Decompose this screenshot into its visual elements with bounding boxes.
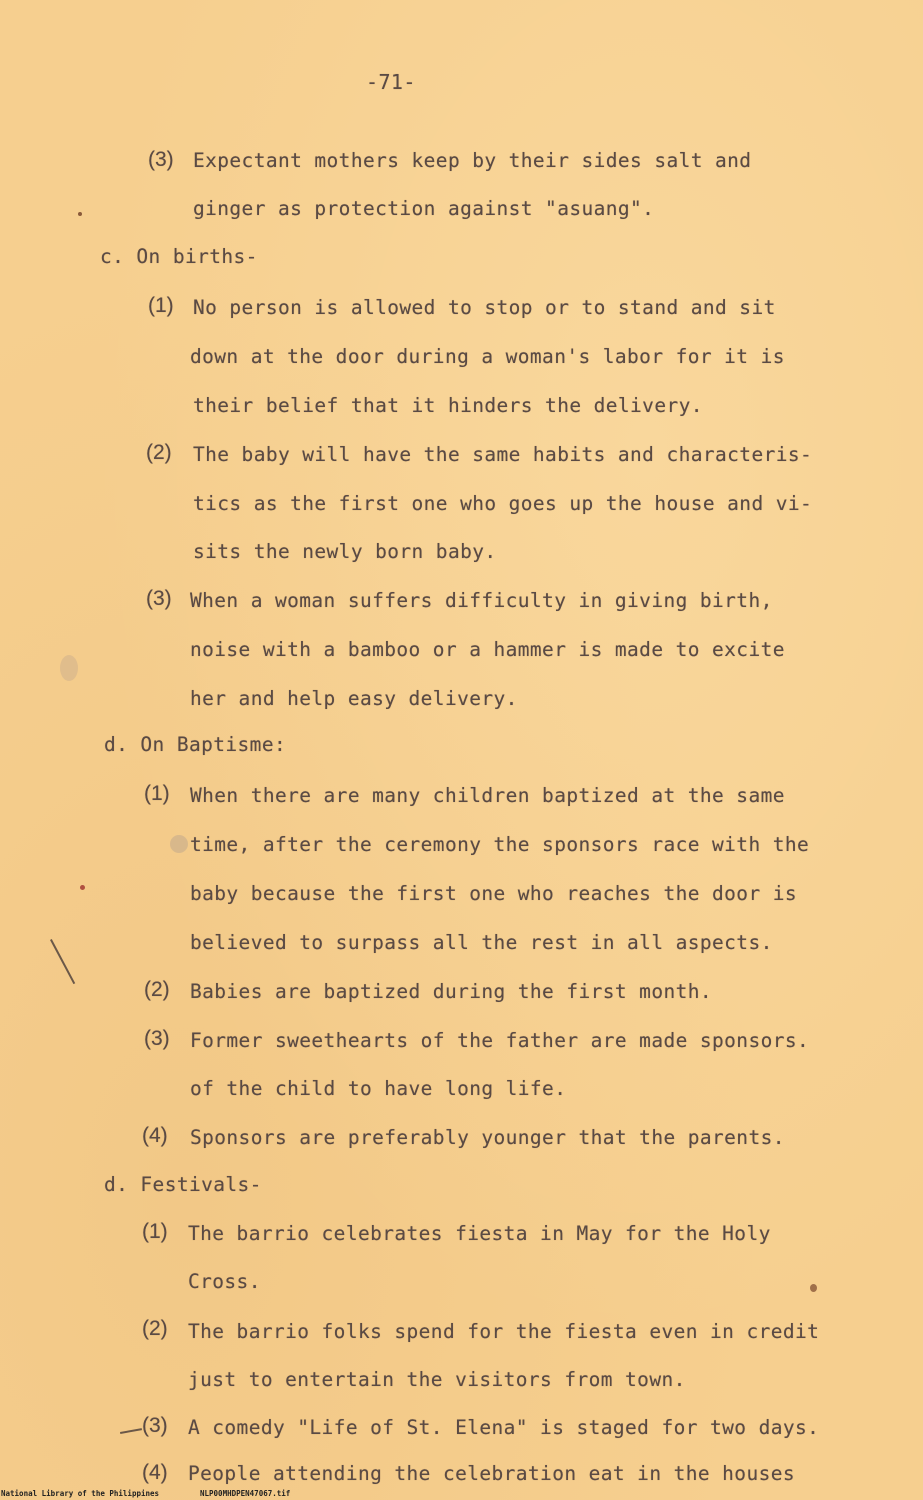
scan-footer <box>0 1488 923 1500</box>
text-line: down at the door during a woman's labor for it is <box>190 345 785 368</box>
text-line: her and help easy delivery. <box>190 687 518 710</box>
text-line: When there are many children baptized at the same <box>190 784 785 807</box>
item-number: (3) <box>146 587 172 610</box>
page-number: -71- <box>366 70 416 94</box>
item-number: (3) <box>148 148 174 171</box>
pencil-stroke <box>50 939 75 984</box>
text-line: Former sweethearts of the father are made sponsors. <box>190 1029 810 1052</box>
text-line: of the child to have long life. <box>190 1077 567 1100</box>
item-number: (2) <box>144 978 170 1001</box>
text-line: Sponsors are preferably younger that the parents. <box>190 1126 785 1149</box>
text-line: No person is allowed to stop or to stand and sit <box>193 296 776 319</box>
text-line: tics as the first one who goes up the house and vi- <box>193 492 813 515</box>
section-heading: d. On Baptisme: <box>104 733 287 756</box>
section-heading: d. Festivals- <box>104 1173 262 1196</box>
footer-library: National Library of the Philippines <box>1 1489 160 1498</box>
text-line: The barrio folks spend for the fiesta even in credit <box>188 1320 820 1343</box>
stain-mark <box>60 655 78 681</box>
text-line: time, after the ceremony the sponsors race with the <box>190 833 810 856</box>
item-number: (4) <box>142 1124 168 1147</box>
text-line: just to entertain the visitors from town. <box>188 1368 686 1391</box>
stain-mark <box>170 835 188 853</box>
text-line: ginger as protection against "asuang". <box>193 197 655 220</box>
text-line: Expectant mothers keep by their sides salt and <box>193 149 752 172</box>
text-line: People attending the celebration eat in the houses <box>188 1462 795 1485</box>
text-line: A comedy "Life of St. Elena" is staged for two days. <box>188 1416 820 1439</box>
text-line: their belief that it hinders the delivery. <box>193 394 703 417</box>
pencil-stroke <box>120 1428 142 1433</box>
text-line: The baby will have the same habits and characteris- <box>193 443 813 466</box>
item-number: (2) <box>142 1317 168 1340</box>
text-line: Babies are baptized during the first month. <box>190 980 713 1003</box>
section-heading: c. On births- <box>100 245 258 268</box>
text-line: sits the newly born baby. <box>193 540 497 563</box>
ink-speck <box>78 212 82 216</box>
text-line: When a woman suffers difficulty in giving birth, <box>190 589 773 612</box>
item-number: (3) <box>142 1414 168 1437</box>
text-line: baby because the first one who reaches the door is <box>190 882 797 905</box>
ink-speck <box>810 1284 817 1292</box>
item-number: (1) <box>144 782 170 805</box>
item-number: (1) <box>142 1220 168 1243</box>
text-line: believed to surpass all the rest in all aspects. <box>190 931 773 954</box>
item-number: (3) <box>144 1027 170 1050</box>
text-line: The barrio celebrates fiesta in May for the Holy <box>188 1222 771 1245</box>
ink-speck <box>80 885 85 890</box>
footer-file-id: NLP00MHDPEN47067.tif <box>200 1489 291 1498</box>
item-number: (1) <box>148 294 174 317</box>
text-line: noise with a bamboo or a hammer is made to excite <box>190 638 785 661</box>
text-line: Cross. <box>188 1270 261 1293</box>
item-number: (4) <box>142 1461 168 1484</box>
item-number: (2) <box>146 441 172 464</box>
